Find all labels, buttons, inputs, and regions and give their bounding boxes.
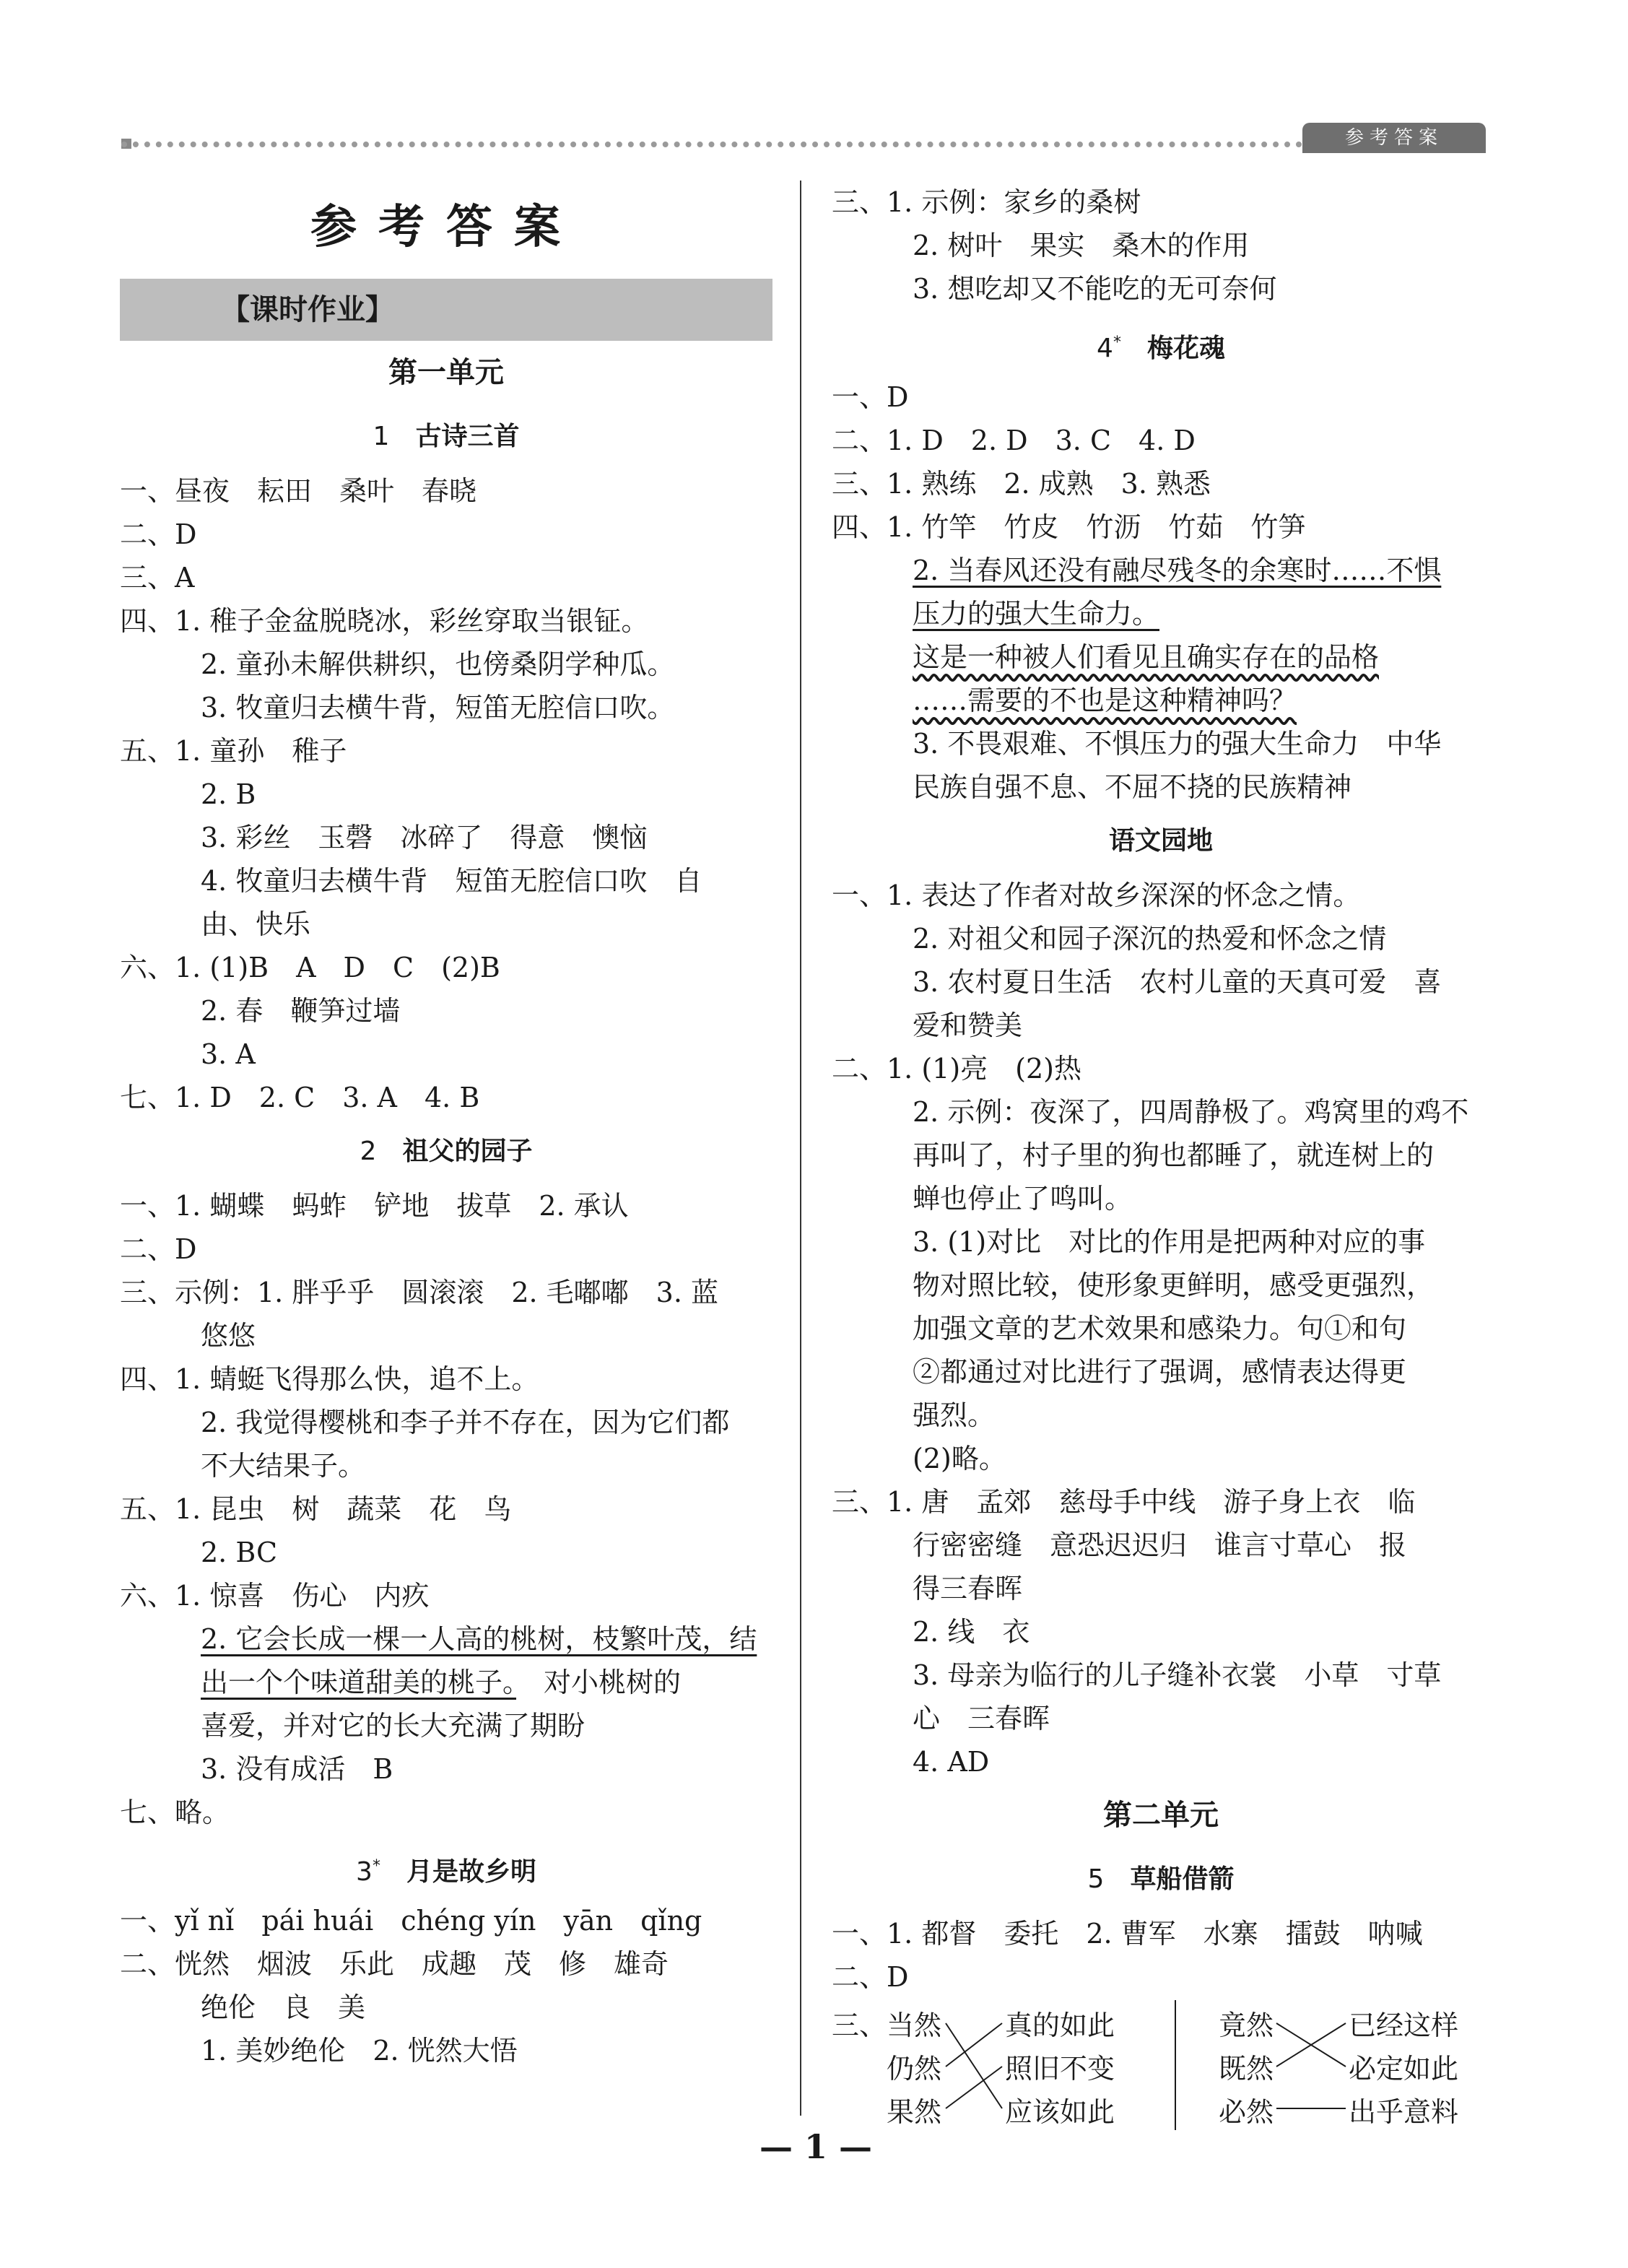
- lesson-number-value: 3: [356, 1857, 373, 1887]
- header-tab: 参考答案: [1302, 123, 1486, 153]
- lesson-name: 祖父的园子: [402, 1137, 533, 1166]
- answer-line: 三、1. 唐 孟郊 慈母手中线 游子身上衣 临: [832, 1486, 1416, 1518]
- answer-line: 四、1. 稚子金盆脱晓冰，彩丝穿取当银钲。: [120, 605, 649, 637]
- answer-line: 4. AD: [913, 1746, 990, 1778]
- answer-line: 五、1. 昆虫 树 蔬菜 花 鸟: [120, 1493, 512, 1525]
- match-word: 竟然: [1219, 2010, 1274, 2041]
- right-column: [832, 181, 1490, 2136]
- lesson-heading: [120, 1834, 772, 1899]
- answer-line: 五、1. 童孙 稚子: [120, 735, 347, 767]
- page-title: 参考答案: [310, 201, 582, 254]
- answer-line: 喜爱，并对它的长大充满了期盼: [201, 1710, 586, 1742]
- answer-line: [832, 592, 1490, 635]
- page-number: — 1 —: [759, 2127, 873, 2166]
- answer-line: 一、1. 都督 委托 2. 曹军 水寨 擂鼓 呐喊: [832, 1918, 1423, 1950]
- answer-line: 三、1. 熟练 2. 成熟 3. 熟悉: [832, 468, 1211, 500]
- answer-line: 由、快乐: [201, 908, 311, 940]
- match-meaning: 真的如此: [1005, 2010, 1115, 2041]
- lesson-number: [1097, 334, 1121, 363]
- lesson-heading: [832, 1847, 1490, 1912]
- match-meaning: 已经这样: [1349, 2010, 1459, 2041]
- match-word: 果然: [887, 2096, 942, 2128]
- answer-line: 2. B: [201, 778, 256, 810]
- answer-line: 三、示例：1. 胖乎乎 圆滚滚 2. 毛嘟嘟 3. 蓝: [120, 1277, 719, 1308]
- underlined-answer: 2. 当春风还没有融尽残冬的余寒时……不惧: [913, 555, 1442, 586]
- match-word: 必然: [1219, 2096, 1274, 2128]
- lesson-number: 5: [1087, 1864, 1105, 1894]
- lesson-heading: [120, 404, 772, 469]
- column-divider: [800, 181, 801, 2116]
- left-column: [120, 181, 772, 2072]
- match-word: 既然: [1219, 2053, 1274, 2085]
- answer-line: 二、恍然 烟波 乐此 成趣 茂 修 雄奇: [120, 1948, 669, 1980]
- answer-line: 四、1. 蜻蜓飞得那么快，追不上。: [120, 1363, 539, 1395]
- match-meaning: 应该如此: [1005, 2096, 1115, 2128]
- lesson-number: 2: [360, 1137, 377, 1166]
- answer-line: [832, 679, 1490, 722]
- lesson-heading: [832, 310, 1490, 375]
- match-lines: [832, 1999, 1490, 2136]
- match-line: [946, 2067, 1002, 2108]
- answer-line: 2. 示例：夜深了，四周静极了。鸡窝里的鸡不: [913, 1096, 1469, 1128]
- answer-line: 再叫了，村子里的狗也都睡了，就连树上的: [913, 1139, 1435, 1171]
- answer-line: 2. 我觉得樱桃和李子并不存在，因为它们都: [201, 1407, 730, 1438]
- answer-line: [832, 549, 1490, 592]
- answer-line: 悠悠: [201, 1320, 256, 1352]
- answer-line: 2. 线 衣: [913, 1616, 1030, 1648]
- answer-line: 二、D: [120, 1233, 197, 1265]
- lesson-number: [356, 1857, 380, 1887]
- answer-line: 2. 对祖父和园子深沉的热爱和怀念之情: [913, 923, 1387, 955]
- answer-line: 3. 想吃却又不能吃的无可奈何: [913, 273, 1277, 305]
- unit-heading: 第二单元: [1103, 1799, 1219, 1832]
- answer-line: 2. 春 鞭笋过墙: [201, 995, 401, 1027]
- match-word: 当然: [887, 2010, 942, 2041]
- answer-line: 爱和赞美: [913, 1009, 1023, 1041]
- answer-line: [120, 1661, 772, 1704]
- answer-line: 强烈。: [913, 1399, 996, 1431]
- match-line: [946, 2023, 1002, 2108]
- answer-line: 一、yǐ nǐ pái huái chéng yín yān qǐng: [120, 1905, 702, 1937]
- match-meaning: 照旧不变: [1005, 2053, 1115, 2085]
- answer-line: ②都通过对比进行了强调，感情表达得更: [913, 1356, 1407, 1388]
- answer-line: 4. 牧童归去横牛背 短笛无腔信口吹 自: [201, 865, 702, 897]
- answer-line: 3. (1)对比 对比的作用是把两种对应的事: [913, 1226, 1426, 1258]
- answer-line: 四、1. 竹竿 竹皮 竹沥 竹茹 竹笋: [832, 511, 1306, 543]
- lesson-name: 古诗三首: [415, 422, 520, 451]
- answer-line: 绝伦 良 美: [201, 1991, 366, 2023]
- answer-line: 二、1. (1)亮 (2)热: [832, 1053, 1081, 1085]
- answer-line: 二、D: [120, 518, 197, 550]
- answer-line: 1. 美妙绝伦 2. 恍然大悟: [201, 2035, 518, 2067]
- answer-line: (2)略。: [913, 1443, 1006, 1474]
- answer-line: 得三春晖: [913, 1573, 1023, 1604]
- answer-line: 不大结果子。: [201, 1450, 366, 1482]
- answer-line: 2. BC: [201, 1537, 278, 1568]
- answer-line: 2. 树叶 果实 桑木的作用: [913, 230, 1250, 261]
- answer-line: 3. 农村夏日生活 农村儿童的天真可爱 喜: [913, 966, 1442, 998]
- underlined-answer: 压力的强大生命力。: [913, 598, 1160, 630]
- answer-line: 六、1. 惊喜 伤心 内疚: [120, 1580, 430, 1612]
- match-word: 仍然: [887, 2053, 942, 2085]
- answer-line: 一、1. 蝴蝶 蚂蚱 铲地 拔草 2. 承认: [120, 1190, 629, 1222]
- match-line: [946, 2023, 1002, 2067]
- lesson-name: 草船借箭: [1130, 1864, 1235, 1894]
- answer-line: 物对照比较，使形象更鲜明，感受更强烈，: [913, 1269, 1435, 1301]
- answer-line: 心 三春晖: [913, 1703, 1050, 1734]
- answer-line: [832, 635, 1490, 679]
- match-prefix: 三、: [832, 2010, 887, 2041]
- lesson-number-value: 4: [1097, 334, 1113, 363]
- garden-heading: 语文园地: [1108, 826, 1213, 856]
- answer-line: 一、D: [832, 381, 909, 413]
- answer-line: 加强文章的艺术效果和感染力。句①和句: [913, 1313, 1407, 1344]
- unit-heading: 第一单元: [388, 356, 504, 389]
- underlined-answer-line: 2. 它会长成一棵一人高的桃树，枝繁叶茂，结: [201, 1623, 757, 1655]
- answer-line: 蝉也停止了鸣叫。: [913, 1183, 1133, 1215]
- wavy-underlined-answer: ……需要的不也是这种精神吗？: [913, 685, 1297, 716]
- answer-line: 3. 不畏艰难、不惧压力的强大生命力 中华: [913, 728, 1442, 760]
- answer-line: 3. 母亲为临行的儿子缝补衣裳 小草 寸草: [913, 1659, 1442, 1691]
- answer-line: 二、1. D 2. D 3. C 4. D: [832, 425, 1196, 456]
- answer-line: 3. 没有成活 B: [201, 1753, 393, 1785]
- answer-line: 3. 彩丝 玉磬 冰碎了 得意 懊恼: [201, 822, 648, 853]
- answer-line: 行密密缝 意恐迟迟归 谁言寸草心 报: [913, 1529, 1407, 1561]
- section-bar: 【课时作业】: [120, 279, 772, 341]
- answer-line: 民族自强不息、不屈不挠的民族精神: [913, 771, 1352, 803]
- answer-line: 一、1. 表达了作者对故乡深深的怀念之情。: [832, 879, 1361, 911]
- answer-line: 一、昼夜 耘田 桑叶 春晓: [120, 475, 477, 507]
- wavy-underlined-answer: 这是一种被人们看见且确实存在的品格: [913, 641, 1380, 673]
- answer-line: 六、1. (1)B A D C (2)B: [120, 952, 500, 983]
- answer-line: 2. 童孙未解供耕织，也傍桑阴学种瓜。: [201, 648, 675, 680]
- answer-line: 二、D: [832, 1961, 909, 1993]
- lesson-number: 1: [373, 422, 390, 451]
- optional-mark: *: [1113, 334, 1121, 352]
- optional-mark: *: [372, 1857, 380, 1875]
- match-meaning: 出乎意料: [1349, 2096, 1459, 2128]
- lesson-name: 月是故乡明: [406, 1857, 536, 1887]
- answer-line: 七、1. D 2. C 3. A 4. B: [120, 1082, 480, 1113]
- answer-line: 3. 牧童归去横牛背，短笛无腔信口吹。: [201, 692, 675, 724]
- underlined-answer: 出一个个味道甜美的桃子。: [201, 1667, 517, 1698]
- lesson-name: 梅花魂: [1146, 334, 1225, 363]
- header-dotted-rule: [121, 142, 1302, 147]
- answer-line: 三、1. 示例：家乡的桑树: [832, 186, 1141, 218]
- answer-text: 对小桃树的: [516, 1667, 682, 1698]
- match-meaning: 必定如此: [1349, 2053, 1459, 2085]
- answer-line: 七、略。: [120, 1796, 230, 1828]
- answer-line: 3. A: [201, 1038, 256, 1070]
- lesson-heading: [120, 1119, 772, 1184]
- answer-line: 三、A: [120, 562, 195, 594]
- word-matching-exercise: [832, 1999, 1490, 2136]
